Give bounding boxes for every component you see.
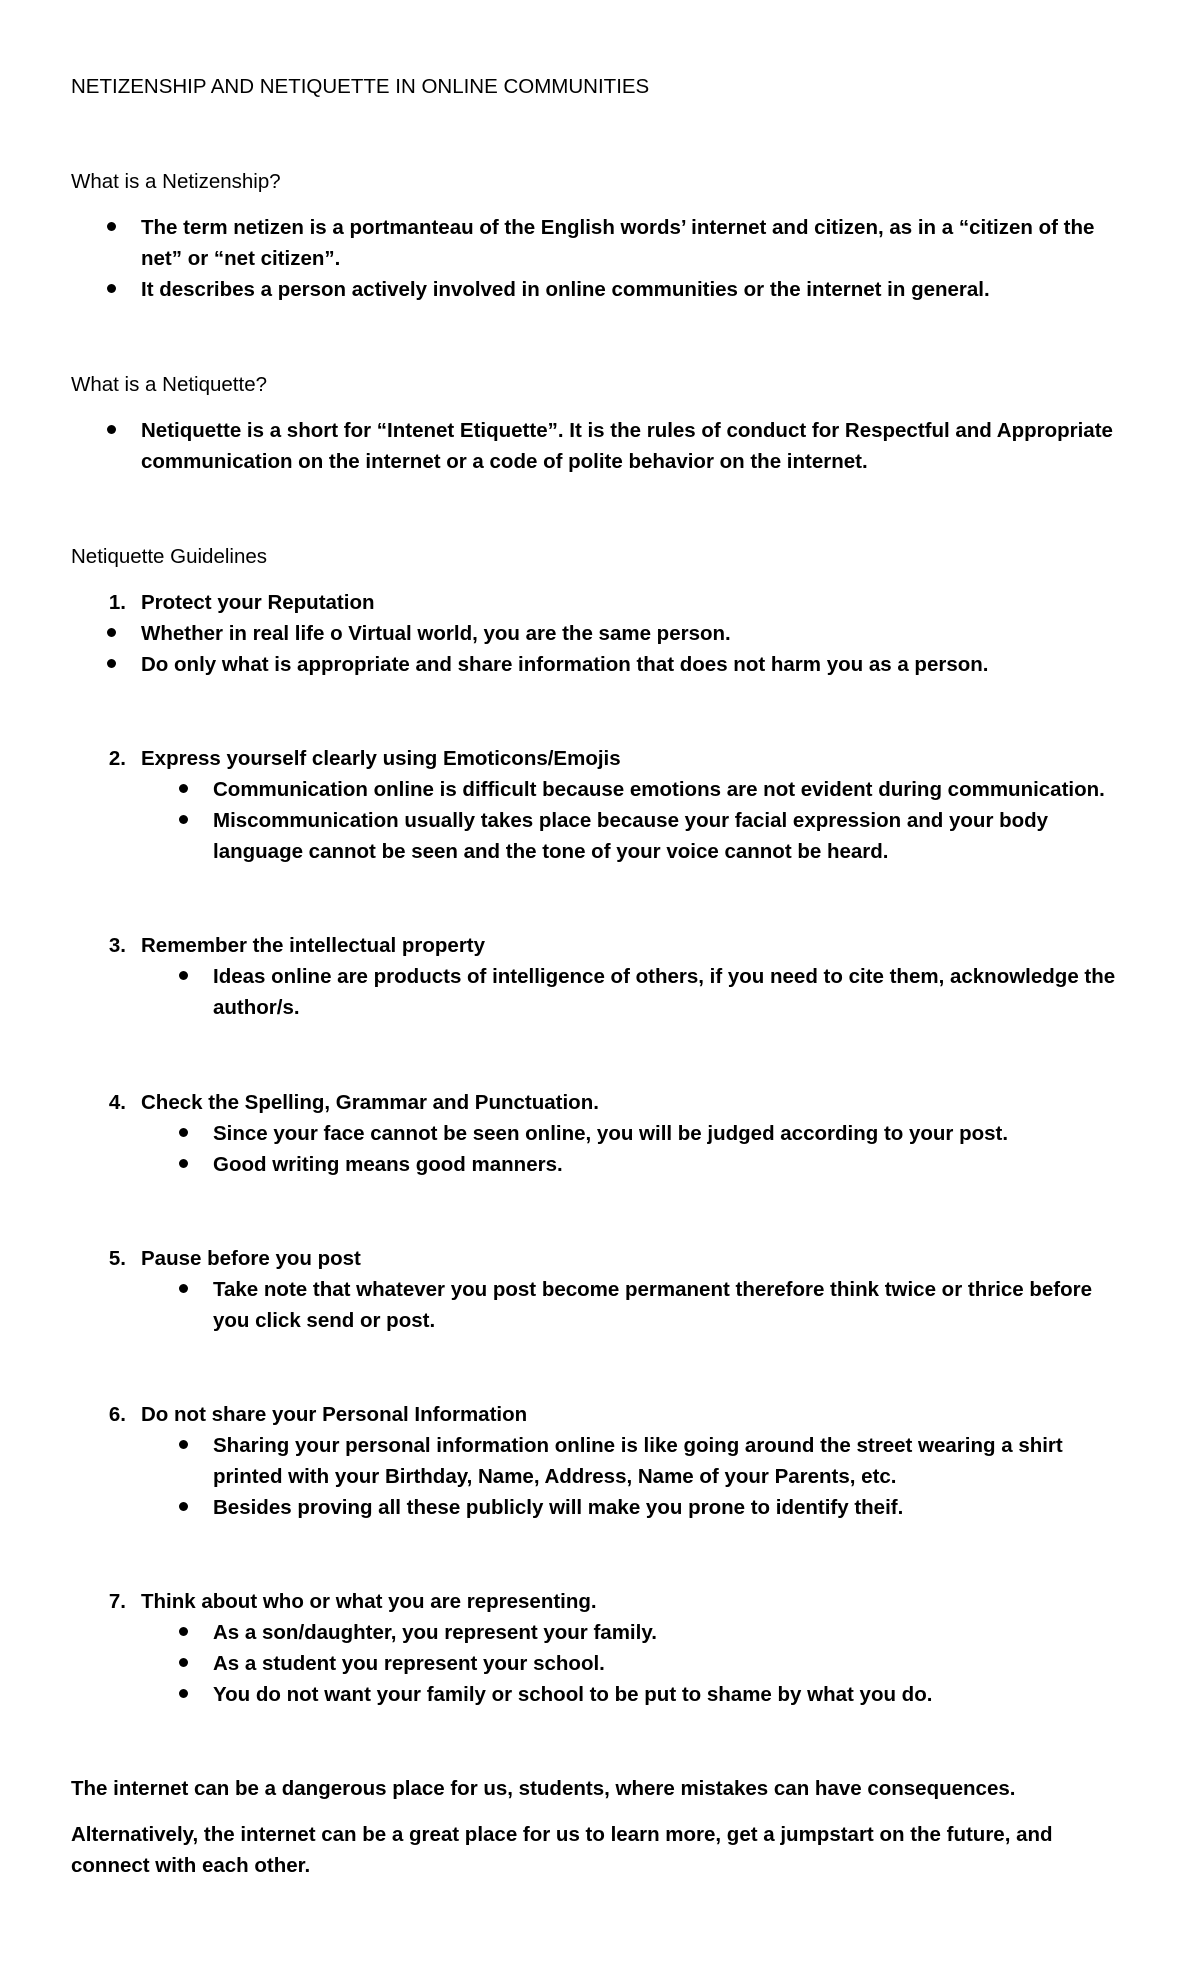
bullet-icon (179, 971, 188, 980)
netizenship-bullet-1-line-1: The term netizen is a portmanteau of the English words’ internet and citizen, as in a “citizen of the (141, 216, 1095, 239)
guideline-6-number: 6. (108, 1403, 126, 1426)
guideline-5-title: Pause before you post (141, 1247, 361, 1270)
section-heading-guidelines: Netiquette Guidelines (71, 545, 268, 568)
section-heading-netizenship: What is a Netizenship? (71, 170, 281, 193)
bullet-icon (107, 222, 116, 231)
bullet-icon (107, 628, 116, 637)
document-title: NETIZENSHIP AND NETIQUETTE IN ONLINE COMMUNITIES (71, 75, 650, 98)
guideline-1-title: Protect your Reputation (141, 591, 375, 614)
bullet-icon (179, 1627, 188, 1636)
guideline-5-bullet-1-line-2: you click send or post. (213, 1309, 436, 1332)
guideline-5-number: 5. (108, 1247, 126, 1270)
bullet-icon (179, 1284, 188, 1293)
guideline-6-bullet-1-line-2: printed with your Birthday, Name, Address, Name of your Parents, etc. (213, 1465, 897, 1488)
guideline-3-bullet-1-line-1: Ideas online are products of intelligence of others, if you need to cite them, acknowledge the (213, 965, 1116, 988)
guideline-6-title: Do not share your Personal Information (141, 1403, 528, 1426)
guideline-2-bullet-1: Communication online is difficult because emotions are not evident during communication. (213, 778, 1105, 801)
guideline-1-number: 1. (108, 591, 126, 614)
section-heading-netiquette: What is a Netiquette? (71, 373, 267, 396)
bullet-icon (179, 1128, 188, 1137)
guideline-3-title: Remember the intellectual property (141, 934, 486, 957)
bullet-icon (107, 425, 116, 434)
bullet-icon (179, 1689, 188, 1698)
guideline-4-bullet-2: Good writing means good manners. (213, 1153, 563, 1176)
guideline-7-bullet-1: As a son/daughter, you represent your family. (213, 1621, 657, 1644)
guideline-5-bullet-1-line-1: Take note that whatever you post become permanent therefore think twice or thrice before (213, 1278, 1093, 1301)
bullet-icon (179, 1502, 188, 1511)
netiquette-bullet-1-line-2: communication on the internet or a code of polite behavior on the internet. (141, 450, 868, 473)
bullet-icon (179, 1658, 188, 1667)
netizenship-bullet-2: It describes a person actively involved in online communities or the internet in general. (141, 278, 990, 301)
guideline-7-title: Think about who or what you are representing. (141, 1590, 597, 1613)
bullet-icon (179, 815, 188, 824)
bullet-icon (179, 1440, 188, 1449)
guideline-1-bullet-2: Do only what is appropriate and share information that does not harm you as a person. (141, 653, 989, 676)
bullet-icon (179, 1159, 188, 1168)
guideline-6-bullet-2: Besides proving all these publicly will make you prone to identify theif. (213, 1496, 904, 1519)
guideline-7-number: 7. (108, 1590, 126, 1613)
guideline-4-title: Check the Spelling, Grammar and Punctuation. (141, 1091, 599, 1114)
guideline-4-number: 4. (108, 1091, 126, 1114)
bullet-icon (179, 784, 188, 793)
guideline-3-number: 3. (108, 934, 126, 957)
guideline-6-bullet-1-line-1: Sharing your personal information online is like going around the street wearing a shirt (213, 1434, 1063, 1457)
closing-paragraph-2-line-1: Alternatively, the internet can be a great place for us to learn more, get a jumpstart on the future, and (71, 1823, 1053, 1846)
netiquette-bullet-1-line-1: Netiquette is a short for “Intenet Etiquette”. It is the rules of conduct for Respectful and Appropriate (141, 419, 1113, 442)
guideline-3-bullet-1-line-2: author/s. (213, 996, 300, 1019)
guideline-2-title: Express yourself clearly using Emoticons/Emojis (141, 747, 621, 770)
netizenship-bullet-1-line-2: net” or “net citizen”. (141, 247, 341, 270)
guideline-2-bullet-2-line-2: language cannot be seen and the tone of your voice cannot be heard. (213, 840, 889, 863)
guideline-7-bullet-3: You do not want your family or school to be put to shame by what you do. (213, 1683, 933, 1706)
guideline-2-number: 2. (108, 747, 126, 770)
guideline-7-bullet-2: As a student you represent your school. (213, 1652, 605, 1675)
guideline-1-bullet-1: Whether in real life o Virtual world, you are the same person. (141, 622, 731, 645)
bullet-icon (107, 284, 116, 293)
guideline-2-bullet-2-line-1: Miscommunication usually takes place because your facial expression and your body (213, 809, 1049, 832)
guideline-4-bullet-1: Since your face cannot be seen online, you will be judged according to your post. (213, 1122, 1009, 1145)
closing-paragraph-2-line-2: connect with each other. (71, 1854, 311, 1877)
closing-paragraph-1: The internet can be a dangerous place for us, students, where mistakes can have consequences. (71, 1777, 1016, 1800)
bullet-icon (107, 659, 116, 668)
